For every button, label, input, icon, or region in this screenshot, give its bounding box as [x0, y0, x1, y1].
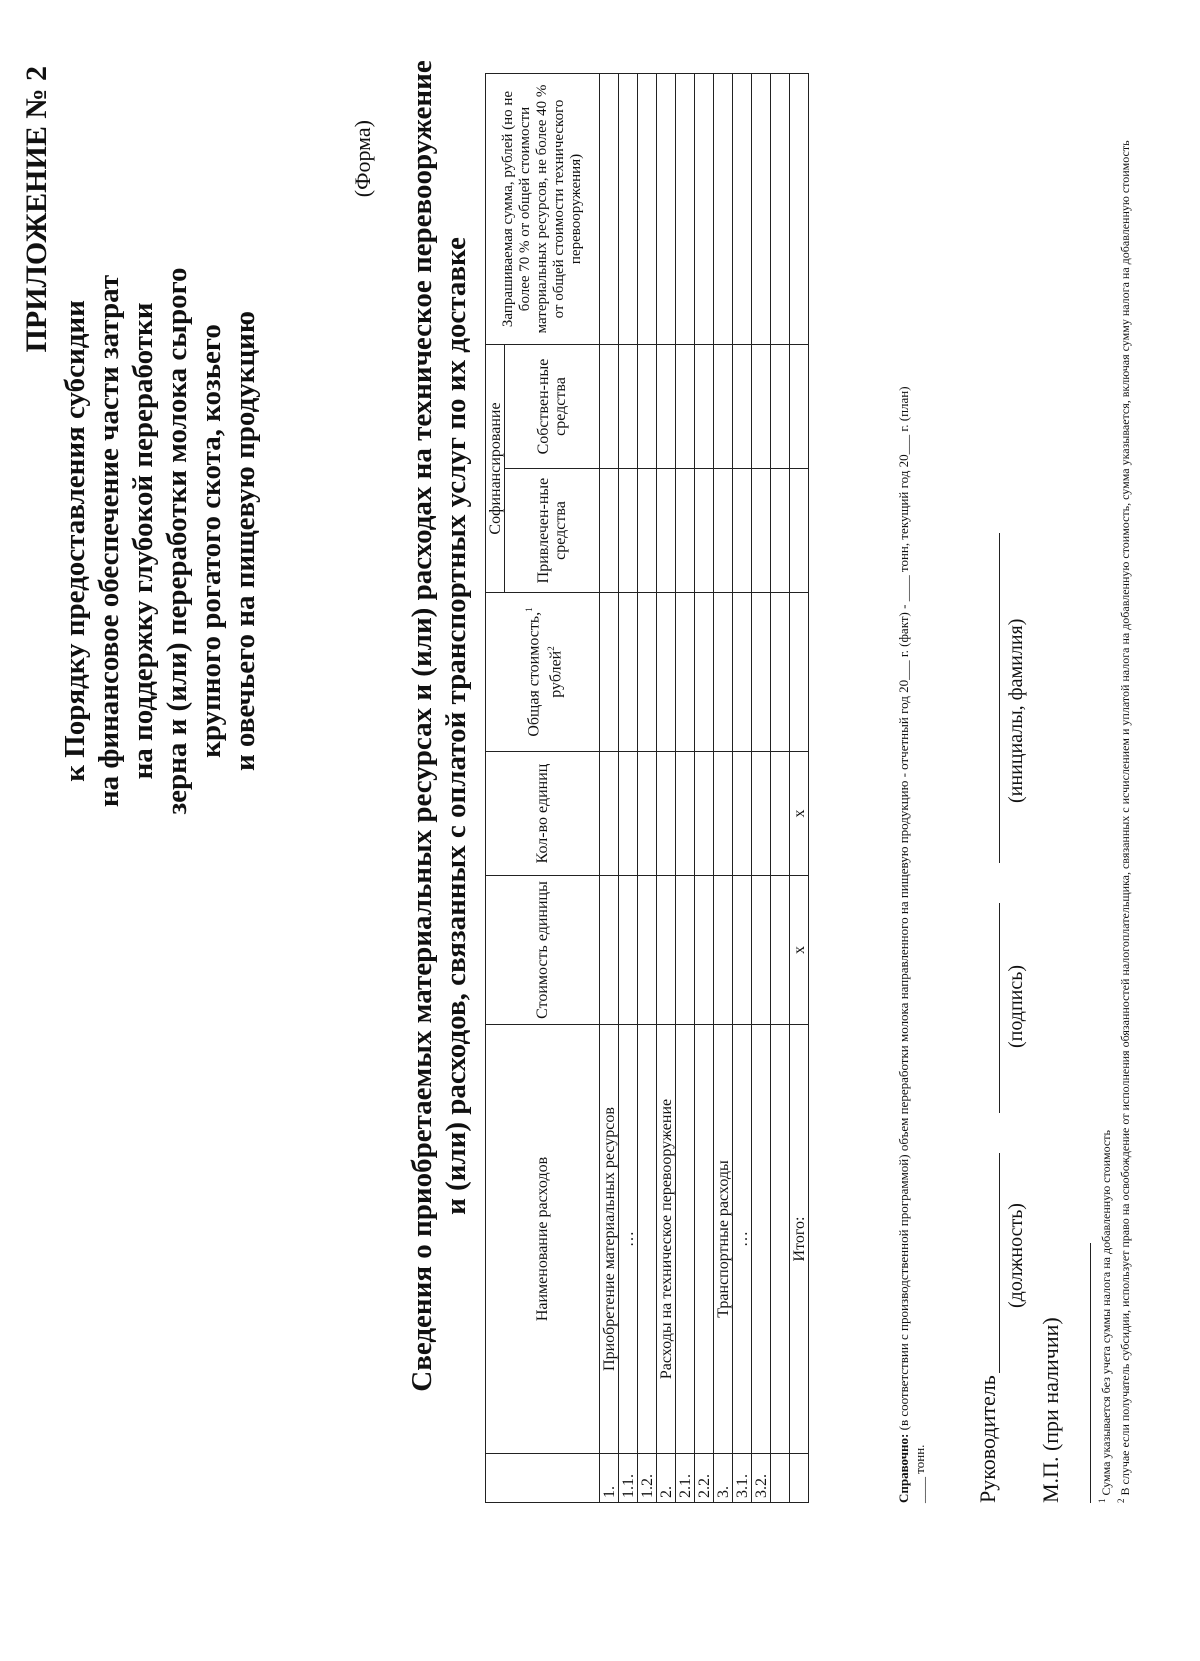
- row-name[interactable]: …: [619, 1025, 638, 1454]
- order-line: и овечьего на пищевую продукцию: [229, 310, 261, 772]
- row-requested[interactable]: [600, 74, 619, 345]
- row-unit-cost[interactable]: [752, 876, 771, 1025]
- row-quantity[interactable]: [771, 752, 790, 876]
- row-requested[interactable]: [733, 74, 752, 345]
- row-quantity[interactable]: [638, 752, 657, 876]
- row-unit-cost[interactable]: [600, 876, 619, 1025]
- row-requested[interactable]: [657, 74, 676, 345]
- row-unit-cost[interactable]: [638, 876, 657, 1025]
- row-number: [771, 1454, 790, 1503]
- row-quantity[interactable]: [752, 752, 771, 876]
- row-requested[interactable]: [771, 74, 790, 345]
- header-requested-amount: Запрашиваемая сумма, рублей (но не более 70 % от общей стоимости материальных ресурсов, не более 40 % от общей стоимости технического перевооружения): [486, 74, 600, 345]
- row-quantity[interactable]: [695, 752, 714, 876]
- header-attracted-funds: Привлечен-ные средства: [505, 469, 600, 593]
- total-label: Итого:: [790, 1025, 809, 1454]
- row-own[interactable]: [752, 345, 771, 469]
- row-unit-cost[interactable]: [657, 876, 676, 1025]
- header-total-text: Общая стоимость,: [525, 611, 543, 737]
- row-name[interactable]: [676, 1025, 695, 1454]
- footnote-text: В случае если получатель субсидии, использует право на освобождение от исполнения обязанностей налогоплательщика, связанных с исчислением и уплатой налога на добавленную стоимость, сумма указывается, включая сумму налога на добавленную стоимость: [1118, 140, 1132, 1496]
- position-caption: (должность): [1005, 1203, 1027, 1308]
- row-total[interactable]: [600, 593, 619, 752]
- row-total[interactable]: [676, 593, 695, 752]
- row-name[interactable]: …: [733, 1025, 752, 1454]
- row-total[interactable]: [752, 593, 771, 752]
- header-total-cost: [486, 593, 600, 752]
- row-number: 2.: [657, 1454, 676, 1503]
- row-quantity[interactable]: [733, 752, 752, 876]
- row-attracted[interactable]: [771, 469, 790, 593]
- form-label: (Форма): [350, 120, 375, 198]
- row-unit-cost[interactable]: [771, 876, 790, 1025]
- table-row: [600, 74, 619, 1503]
- header-own-funds: Собствен-ные средства: [505, 345, 600, 469]
- total-unit-cost: х: [790, 876, 809, 1025]
- row-quantity[interactable]: [619, 752, 638, 876]
- row-requested[interactable]: [619, 74, 638, 345]
- initials-caption: (инициалы, фамилия): [1005, 618, 1027, 803]
- row-requested[interactable]: [714, 74, 733, 345]
- row-own[interactable]: [657, 345, 676, 469]
- row-unit-cost[interactable]: [619, 876, 638, 1025]
- row-own[interactable]: [771, 345, 790, 469]
- row-attracted[interactable]: [695, 469, 714, 593]
- row-name[interactable]: Транспортные расходы: [714, 1025, 733, 1454]
- row-requested[interactable]: [676, 74, 695, 345]
- row-total[interactable]: [695, 593, 714, 752]
- head-label: Руководитель: [975, 1375, 1000, 1503]
- total-cost[interactable]: [790, 593, 809, 752]
- row-number: 1.2.: [638, 1454, 657, 1503]
- row-name[interactable]: [695, 1025, 714, 1454]
- order-line: крупного рогатого скота, козьего: [195, 324, 227, 758]
- signature-line[interactable]: [999, 903, 1000, 1113]
- position-line[interactable]: [999, 1153, 1000, 1373]
- row-own[interactable]: [695, 345, 714, 469]
- row-number: 1.1.: [619, 1454, 638, 1503]
- row-number: 3.: [714, 1454, 733, 1503]
- row-own[interactable]: [733, 345, 752, 469]
- row-number: 3.2.: [752, 1454, 771, 1503]
- footnote-ref-1: 1: [524, 607, 535, 612]
- signature-caption: (подпись): [1005, 964, 1027, 1048]
- table-row: [771, 74, 790, 1503]
- header-name: Наименование расходов: [486, 1025, 600, 1454]
- reference-note-label: Справочно:: [896, 1433, 911, 1503]
- footnote-number: 2: [1116, 1498, 1126, 1503]
- row-own[interactable]: [676, 345, 695, 469]
- reference-note: [896, 63, 928, 1503]
- table-row: [619, 74, 638, 1503]
- table-row: [695, 74, 714, 1503]
- row-total[interactable]: [638, 593, 657, 752]
- row-name[interactable]: [638, 1025, 657, 1454]
- order-line: на поддержку глубокой переработки: [127, 302, 159, 780]
- row-number: 2.2.: [695, 1454, 714, 1503]
- appendix-title: ПРИЛОЖЕНИЕ № 2: [20, 66, 53, 353]
- total-attracted[interactable]: [790, 469, 809, 593]
- footnote-2: [1114, 63, 1133, 1503]
- row-name[interactable]: Расходы на техническое перевооружение: [657, 1025, 676, 1454]
- reference-note-text: (в соответствии с производственной программой) объем переработки молока направленного на пищевую продукцию - отчетный год 20___ г. (факт) - ____ тонн, текущий год 20___ г. (план): [896, 386, 911, 1431]
- row-total[interactable]: [714, 593, 733, 752]
- table-row: [752, 74, 771, 1503]
- row-quantity[interactable]: [714, 752, 733, 876]
- header-quantity: Кол-во единиц: [486, 752, 600, 876]
- order-line: на финансовое обеспечение части затрат: [93, 274, 125, 808]
- row-name[interactable]: Приобретение материальных ресурсов: [600, 1025, 619, 1454]
- row-requested[interactable]: [638, 74, 657, 345]
- table-row: [657, 74, 676, 1503]
- footnote-number: 1: [1097, 1498, 1107, 1503]
- header-total-unit: рублей: [546, 650, 564, 698]
- row-name[interactable]: [771, 1025, 790, 1454]
- row-unit-cost[interactable]: [676, 876, 695, 1025]
- total-own[interactable]: [790, 345, 809, 469]
- row-total[interactable]: [771, 593, 790, 752]
- row-quantity[interactable]: [676, 752, 695, 876]
- row-unit-cost[interactable]: [695, 876, 714, 1025]
- order-line: к Порядку предоставления субсидии: [59, 300, 91, 782]
- row-number: 3.1.: [733, 1454, 752, 1503]
- row-total[interactable]: [657, 593, 676, 752]
- header-number: [486, 1454, 600, 1503]
- table-row: [676, 74, 695, 1503]
- row-unit-cost[interactable]: [714, 876, 733, 1025]
- order-reference: [58, 41, 262, 1041]
- document-title-line: и (или) расходов, связанных с оплатой транспортных услуг по их доставке: [440, 237, 472, 1215]
- footnote-text: Сумма указывается без учета суммы налога на добавленную стоимость: [1099, 1130, 1113, 1496]
- order-line: зерна и (или) переработки молока сырого: [161, 267, 193, 815]
- row-attracted[interactable]: [676, 469, 695, 593]
- row-attracted[interactable]: [714, 469, 733, 593]
- initials-line[interactable]: [999, 533, 1000, 863]
- row-total[interactable]: [733, 593, 752, 752]
- signature-block: [975, 103, 1035, 1503]
- row-attracted[interactable]: [600, 469, 619, 593]
- row-attracted[interactable]: [733, 469, 752, 593]
- table-header-row: [486, 74, 505, 1503]
- footnote-ref-2: 2: [545, 646, 556, 651]
- row-quantity[interactable]: [600, 752, 619, 876]
- document-title-line: Сведения о приобретаемых материальных ресурсах и (или) расходах на техническое перевооружение: [406, 60, 438, 1392]
- seal-label: М.П. (при наличии): [1038, 1317, 1063, 1503]
- header-cofinancing: Софинансирование: [486, 345, 505, 593]
- row-own[interactable]: [600, 345, 619, 469]
- row-number: 2.1.: [676, 1454, 695, 1503]
- table-row: [714, 74, 733, 1503]
- row-number: [790, 1454, 809, 1503]
- row-requested[interactable]: [752, 74, 771, 345]
- row-name[interactable]: [752, 1025, 771, 1454]
- row-quantity[interactable]: [657, 752, 676, 876]
- reference-note-tail: ____ тонн.: [912, 1444, 927, 1503]
- row-own[interactable]: [714, 345, 733, 469]
- row-attracted[interactable]: [752, 469, 771, 593]
- row-number: 1.: [600, 1454, 619, 1503]
- row-unit-cost[interactable]: [733, 876, 752, 1025]
- row-own[interactable]: [619, 345, 638, 469]
- row-attracted[interactable]: [619, 469, 638, 593]
- row-attracted[interactable]: [638, 469, 657, 593]
- footnotes: [1090, 63, 1133, 1503]
- table-row: [733, 74, 752, 1503]
- table-row: [638, 74, 657, 1503]
- row-attracted[interactable]: [657, 469, 676, 593]
- row-total[interactable]: [619, 593, 638, 752]
- row-requested[interactable]: [695, 74, 714, 345]
- document-title: [405, 0, 473, 1461]
- total-quantity: х: [790, 752, 809, 876]
- row-own[interactable]: [638, 345, 657, 469]
- total-requested[interactable]: [790, 74, 809, 345]
- expenses-table: [485, 73, 809, 1503]
- table-total-row: [790, 74, 809, 1503]
- footnote-separator: [1090, 1243, 1091, 1503]
- footnote-1: [1095, 63, 1114, 1503]
- header-unit-cost: Стоимость единицы: [486, 876, 600, 1025]
